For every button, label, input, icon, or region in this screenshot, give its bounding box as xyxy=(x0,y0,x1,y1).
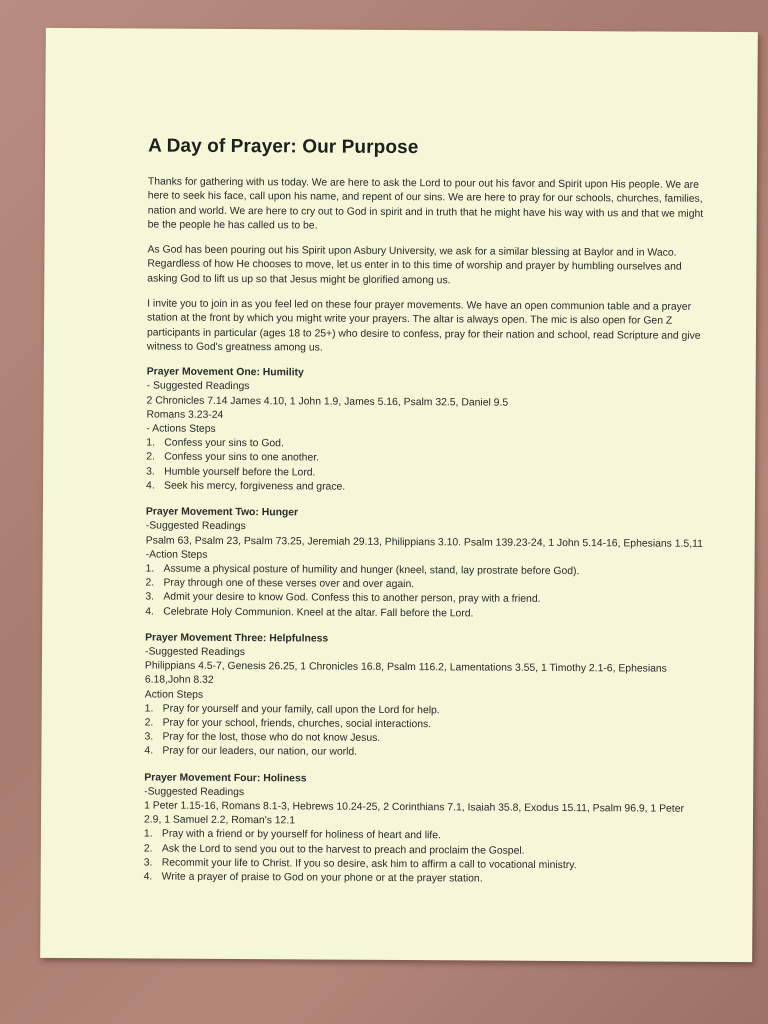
list-item: 4. Celebrate Holy Communion. Kneel at the altar. Fall before the Lord. xyxy=(145,605,474,619)
list-item: 4. Write a prayer of praise to God on your phone or at the prayer station. xyxy=(143,871,483,885)
list-item: 1. Confess your sins to God. xyxy=(146,437,284,450)
readings-list: 1 Peter 1.15-16, Romans 8.1-3, Hebrews 10.24-25, 2 Corinthians 7.1, Isaiah 35.8, Exodus 15.11, Psalm 96.9, 1 Peter 2.9, 1 Samuel 2.2, Roman's 12.1 xyxy=(143,800,684,827)
prayer-movement-two xyxy=(145,506,705,623)
document-page xyxy=(40,28,758,962)
intro-paragraph-3: I invite you to join in as you feel led on these four prayer movements. We have an open communion table and a prayer station at the front by which you might write your prayers. The altar is always open. The mic is also open for Gen Z participants in particular (ages 18 to 25+) who desire to confess, pray for their nation and school, read Scripture and give witness to God's greatness among us. xyxy=(146,298,701,354)
readings-label: - Suggested Readings xyxy=(146,380,250,393)
intro-paragraph-2: As God has been pouring out his Spirit upon Asbury University, we ask for a similar blessing at Baylor and in Waco. Regardless of how He chooses to move, let us enter in to this time of worship and prayer by humbling ourselves and asking God to lift us up so that Jesus might be glorified among us. xyxy=(147,244,682,287)
list-item: 1. Pray with a friend or by yourself for holiness of heart and life. xyxy=(143,828,441,842)
movement-heading: Prayer Movement Two: Hunger xyxy=(145,506,299,519)
actions-label: - Actions Steps xyxy=(146,423,216,435)
movement-heading: Prayer Movement One: Humility xyxy=(146,366,304,379)
list-item: 3. Recommit your life to Christ. If you so desire, ask him to affirm a call to vocational ministry. xyxy=(143,857,577,871)
prayer-movement-three xyxy=(144,631,704,762)
page-title: A Day of Prayer: Our Purpose xyxy=(148,135,419,159)
readings-list: Psalm 63, Psalm 23, Psalm 73.25, Jeremiah 29.13, Philippians 3.10. Psalm 139.23-24, 1 John 5.14-16, Ephesians 1.5,11 xyxy=(145,534,703,550)
list-item: 1. Assume a physical posture of humility and hunger (kneel, stand, lay prostrate before God). xyxy=(145,563,580,578)
intro-paragraph-1: Thanks for gathering with us today. We are here to ask the Lord to pour out his favor and Spirit upon His people. We are here to seek his face, call upon his name, and repent of our sins. We are here to pray for our schools, churches, families, nation and world. We are here to cry out to God in spirit and in truth that he might have his way with us and that we might be the people he has called us to be. xyxy=(147,176,704,232)
action-steps-list xyxy=(144,702,703,762)
actions-label: Action Steps xyxy=(144,688,204,701)
readings-label: -Suggested Readings xyxy=(144,786,245,798)
list-item: 4. Pray for our leaders, our nation, our world. xyxy=(144,745,358,759)
list-item: 2. Pray through one of these verses over and over again. xyxy=(145,577,415,591)
list-item: 3. Admit your desire to know God. Confess this to another person, pray with a friend. xyxy=(145,591,541,606)
actions-label: -Action Steps xyxy=(145,549,208,561)
readings-label: -Suggested Readings xyxy=(145,646,246,658)
list-item: 2. Pray for your school, friends, churches, social interactions. xyxy=(144,717,432,731)
movement-heading: Prayer Movement Four: Holiness xyxy=(144,771,307,784)
list-item: 4. Seek his mercy, forgiveness and grace. xyxy=(146,480,346,493)
list-item: 1. Pray for yourself and your family, call upon the Lord for help. xyxy=(144,703,440,716)
list-item: 3. Pray for the lost, those who do not know Jesus. xyxy=(144,731,381,745)
prayer-movement-one xyxy=(146,366,706,497)
readings-list: 2 Chronicles 7.14 James 4.10, 1 John 1.9, James 5.16, Psalm 32.5, Daniel 9.5 Romans 3.23-24 xyxy=(146,395,509,421)
list-item: 3. Humble yourself before the Lord. xyxy=(146,466,316,479)
prayer-movement-four xyxy=(144,771,704,888)
action-steps-list xyxy=(145,562,704,622)
action-steps-list xyxy=(146,437,705,497)
readings-label: -Suggested Readings xyxy=(145,520,246,533)
action-steps-list xyxy=(144,828,703,888)
list-item: 2. Confess your sins to one another. xyxy=(146,451,320,464)
readings-list: Philippians 4.5-7, Genesis 26.25, 1 Chronicles 16.8, Psalm 116.2, Lamentations 3.55, 1 Timothy 2.1-6, Ephesians 6.18,John 8.32 xyxy=(144,660,667,687)
movement-heading: Prayer Movement Three: Helpfulness xyxy=(145,632,329,645)
list-item: 2. Ask the Lord to send you out to the harvest to preach and proclaim the Gospel. xyxy=(143,843,525,857)
